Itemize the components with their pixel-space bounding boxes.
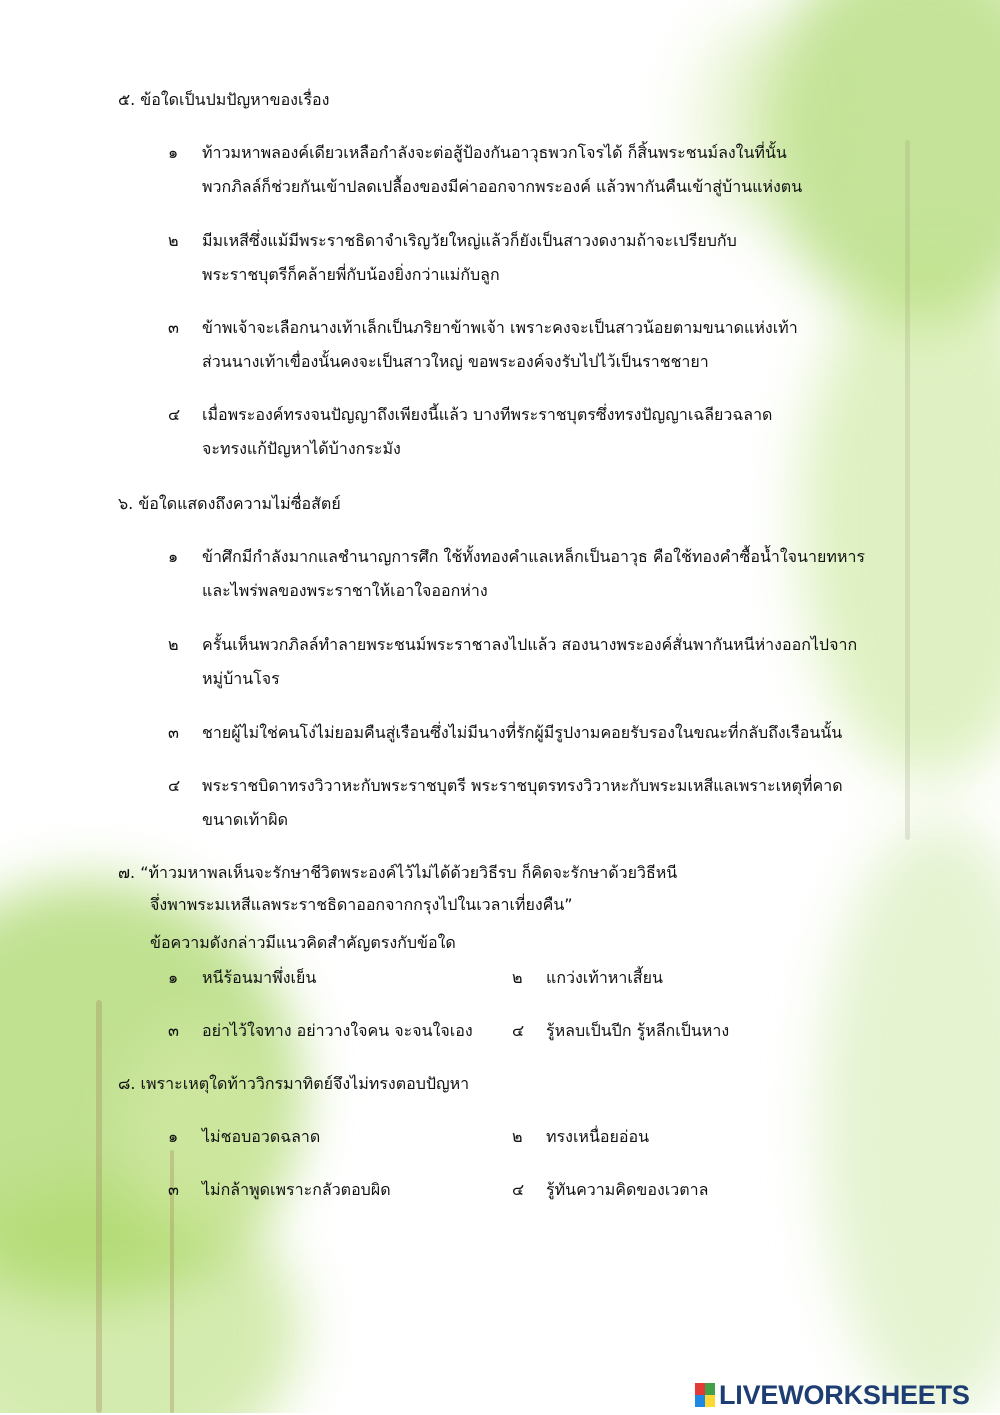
option-line: ท้าวมหาพลองค์เดียวเหลือกำลังจะต่อสู้ป้องกันอาวุธพวกโจรได้ ก็สิ้นพระชนม์ลงในที่นั้น xyxy=(202,143,787,162)
option-line: ครั้นเห็นพวกภิลล์ทำลายพระชนม์พระราชาลงไปแล้ว สองนางพระองค์สั่นพากันหนีห่างออกไปจาก xyxy=(202,635,858,654)
option-number: ๔ xyxy=(512,1180,525,1199)
question-text: ข้อใดแสดงถึงความไม่ซื่อสัตย์ xyxy=(138,494,341,513)
option-line: ชายผู้ไม่ใช่คนโง่ไม่ยอมคืนสู่เรือนซึ่งไม่มีนางที่รักผู้มีรูปงามคอยรับรองในขณะที่กลับถึงเรือนนั้น xyxy=(202,723,843,742)
question-text: เพราะเหตุใดท้าววิกรมาทิตย์จึงไม่ทรงตอบปัญหา xyxy=(140,1074,470,1093)
quote-line: “ท้าวมหาพลเห็นจะรักษาชีวิตพระองค์ไว้ไม่ได้ด้วยวิธีรบ ก็คิดจะรักษาด้วยวิธีหนี xyxy=(140,863,678,882)
option-number: ๔ xyxy=(168,405,181,424)
question-number: ๗. xyxy=(118,863,136,882)
quote-line: จึ่งพาพระมเหสีแลพระราชธิดาออกจากกรุงไปในเวลาเที่ยงคืน” xyxy=(150,895,573,914)
liveworksheets-logo[interactable] xyxy=(695,1375,970,1415)
option-line: ส่วนนางเท้าเขื่องนั้นคงจะเป็นสาวใหญ่ ขอพระองค์จงรับไปไว้เป็นราชชายา xyxy=(202,352,709,371)
option-text: อย่าไว้ใจทาง อย่าวางใจคน จะจนใจเอง xyxy=(202,1021,473,1040)
option-line: พวกภิลล์ก็ช่วยกันเข้าปลดเปลื้องของมีค่าออกจากพระองค์ แล้วพากันคืนเข้าสู่บ้านแห่งตน xyxy=(202,177,803,196)
option-text: ไม่ชอบอวดฉลาด xyxy=(202,1127,321,1146)
option-line: หมู่บ้านโจร xyxy=(202,669,280,688)
logo-text: LIVEWORKSHEETS xyxy=(719,1379,970,1410)
option-number: ๓ xyxy=(168,1180,179,1199)
option-line: และไพร่พลของพระราชาให้เอาใจออกห่าง xyxy=(202,581,488,600)
question-text: ข้อใดเป็นปมปัญหาของเรื่อง xyxy=(140,90,330,109)
question-text: ข้อความดังกล่าวมีแนวคิดสำคัญตรงกับข้อใด xyxy=(150,933,456,952)
question-5 xyxy=(118,88,329,112)
question-7-prompt xyxy=(150,928,456,958)
question-number: ๘. xyxy=(118,1074,136,1093)
option-number: ๒ xyxy=(168,231,179,250)
option-line: ขนาดเท้าผิด xyxy=(202,810,289,829)
option-number: ๓ xyxy=(168,318,179,337)
option-number: ๑ xyxy=(168,143,179,162)
option-number: ๑ xyxy=(168,968,179,987)
option-text: ไม่กล้าพูดเพราะกลัวตอบผิด xyxy=(202,1180,391,1199)
option-number: ๔ xyxy=(168,776,181,795)
logo-square-blue xyxy=(695,1395,705,1407)
option-number: ๒ xyxy=(512,1127,523,1146)
option-number: ๒ xyxy=(168,635,179,654)
option-number: ๓ xyxy=(168,1021,179,1040)
logo-square-green xyxy=(705,1383,715,1395)
option-text: ทรงเหนื่อยอ่อน xyxy=(546,1127,650,1146)
option-line: มีมเหสีซึ่งแม้มีพระราชธิดาจำเริญวัยใหญ่แล้วก็ยังเป็นสาวงดงามถ้าจะเปรียบกับ xyxy=(202,231,737,250)
liveworksheets-logo-icon xyxy=(695,1383,715,1407)
option-number: ๑ xyxy=(168,547,179,566)
option-number: ๔ xyxy=(512,1021,525,1040)
logo-square-yellow xyxy=(705,1395,715,1407)
option-number: ๒ xyxy=(512,968,523,987)
question-number: ๕. xyxy=(118,90,136,109)
option-number: ๑ xyxy=(168,1127,179,1146)
quote-line-2 xyxy=(150,890,573,920)
question-8 xyxy=(118,1072,469,1096)
option-text: หนีร้อนมาพึ่งเย็น xyxy=(202,968,317,987)
logo-square-red xyxy=(695,1383,705,1395)
option-text: รู้หลบเป็นปีก รู้หลีกเป็นหาง xyxy=(546,1021,730,1040)
option-line: จะทรงแก้ปัญหาได้บ้างกระมัง xyxy=(202,439,401,458)
question-number: ๖. xyxy=(118,494,134,513)
question-6 xyxy=(118,492,341,516)
option-line: เมื่อพระองค์ทรงจนปัญญาถึงเพียงนี้แล้ว บางทีพระราชบุตรซึ่งทรงปัญญาเฉลียวฉลาด xyxy=(202,405,773,424)
option-number: ๓ xyxy=(168,723,179,742)
option-line: พระราชบิดาทรงวิวาหะกับพระราชบุตรี พระราชบุตรทรงวิวาหะกับพระมเหสีแลเพราะเหตุที่คาด xyxy=(202,776,843,795)
option-text: แกว่งเท้าหาเสี้ยน xyxy=(546,968,663,987)
option-text: รู้ทันความคิดของเวตาล xyxy=(546,1180,709,1199)
question-7 xyxy=(118,858,677,888)
option-line: ข้าศึกมีกำลังมากแลชำนาญการศึก ใช้ทั้งทองคำแลเหล็กเป็นอาวุธ คือใช้ทองคำซื้อน้ำใจนายทหาร xyxy=(202,547,866,566)
option-line: พระราชบุตรีก็คล้ายพี่กับน้องยิ่งกว่าแม่กับลูก xyxy=(202,265,500,284)
option-line: ข้าพเจ้าจะเลือกนางเท้าเล็กเป็นภริยาข้าพเจ้า เพราะคงจะเป็นสาวน้อยตามขนาดแห่งเท้า xyxy=(202,318,798,337)
